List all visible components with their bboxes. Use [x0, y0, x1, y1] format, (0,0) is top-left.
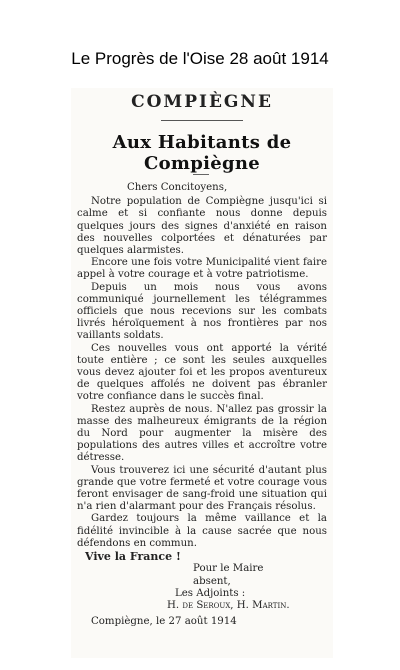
paragraph: Encore une fois votre Municipalité vient faire appel à votre courage et à votre patriotisme. [77, 257, 327, 281]
headline-divider [193, 174, 209, 175]
signature-line: Les Adjoints : [175, 587, 246, 599]
heading-underline [161, 120, 243, 121]
proclamation-headline: Aux Habitants de Compiègne [112, 132, 292, 174]
salutation: Chers Concitoyens, [127, 182, 228, 193]
town-heading: COMPIÈGNE [131, 92, 273, 112]
paragraph: Ces nouvelles vous ont apporté la vérité toute entière ; ce sont les seules auxquelles vous devez ajouter foi et les propos aventureux de quelques affolés ne doivent pas ébranler votre confiance dans le succès final. [77, 342, 327, 403]
paragraph: Vous trouverez ici une sécurité d'autant plus grande que votre fermeté et votre courage vous feront envisager de sang-froid une situation qui n'a rien d'alarmant pour des Français résolus. [77, 464, 327, 513]
paragraph: Restez auprès de nous. N'allez pas grossir la masse des malheureux émigrants de la région du Nord pour augmenter la misère des populations des autres villes et accroître votre détresse. [77, 403, 327, 464]
signature-line: Pour le Maire absent, [193, 563, 264, 587]
newspaper-clipping [71, 88, 333, 658]
dateline: Compiègne, le 27 août 1914 [91, 616, 237, 628]
paragraph: Depuis un mois nous vous avons communiqué journellement les télégrammes officiels que nous recevions sur les combats livrés héroïquement à nos frontières par nos vaillants soldats. [77, 281, 327, 342]
paragraph: Notre population de Compiègne jusqu'ici si calme et si confiante nous donne depuis quelques jours des signes d'anxiété en raison des nouvelles colportées et dénaturées par quelques alarmistes. [77, 196, 327, 257]
page-caption: Le Progrès de l'Oise 28 août 1914 [71, 49, 329, 68]
closing-exclamation: Vive la France ! [85, 550, 181, 564]
signatory-names: H. de Seroux, H. Martin. [167, 599, 290, 611]
proclamation-body [77, 182, 327, 628]
paragraph: Gardez toujours la même vaillance et la fidélité invincible à la cause sacrée que nous défendons en commun. [77, 513, 327, 549]
